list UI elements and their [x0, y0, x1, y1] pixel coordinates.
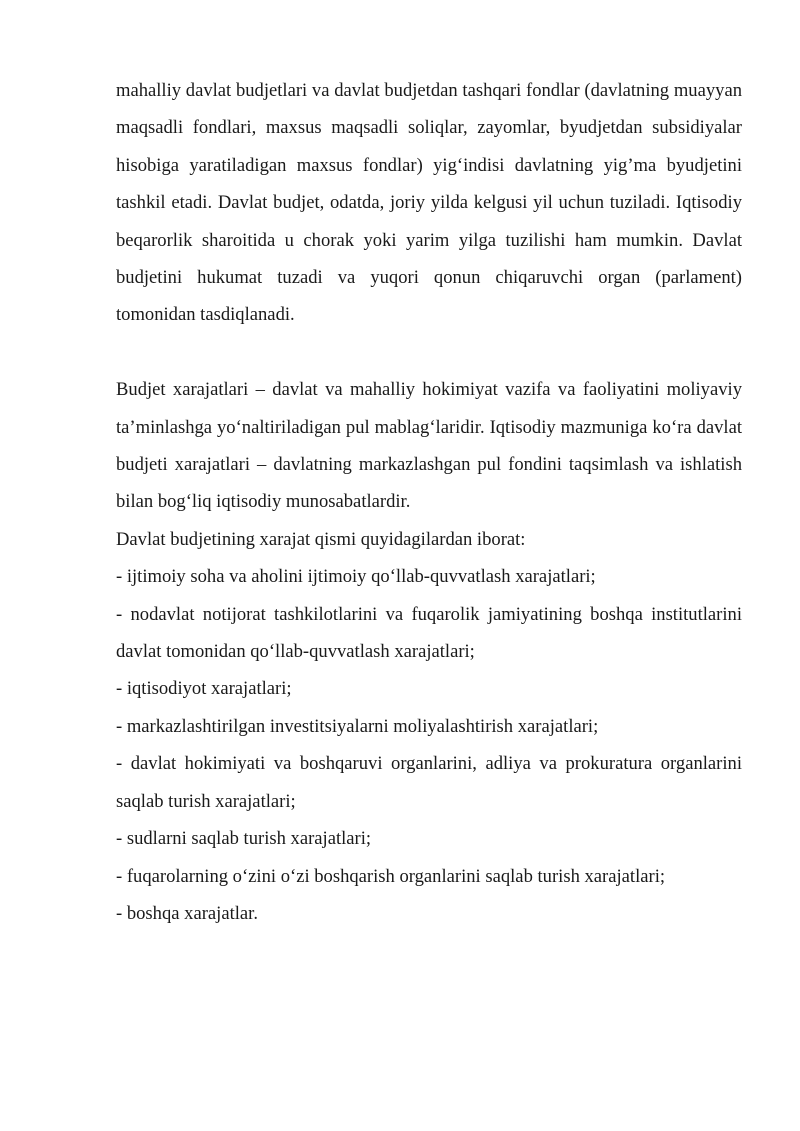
expense-list: [116, 558, 742, 932]
list-item: - davlat hokimiyati va boshqaruvi organlarini, adliya va prokuratura organlarini saqlab turish xarajatlari;: [116, 753, 742, 812]
list-item: - iqtisodiyot xarajatlari;: [116, 678, 292, 700]
paragraph-budget-expenses: Budjet xarajatlari – davlat va mahalliy hokimiyat vazifa va faoliyatini moliyaviy ta’minlashga yo‘naltiriladigan pul mablag‘laridir. Iqtisodiy mazmuniga ko‘ra davlat budjeti xarajatlari – davlatning markazlashgan pul fondini taqsimlash va ishlatish bilan bog‘liq iqtisodiy munosabatlardir.: [116, 379, 742, 513]
list-item: - boshqa xarajatlar.: [116, 902, 258, 924]
paragraph-spacer: [116, 334, 742, 371]
list-item: - ijtimoiy soha va aholini ijtimoiy qo‘llab-quvvatlash xarajatlari;: [116, 566, 596, 588]
list-item: - nodavlat notijorat tashkilotlarini va fuqarolik jamiyatining boshqa institutlarini davlat tomonidan qo‘llab-quvvatlash xarajatlari;: [116, 603, 742, 663]
list-item: - sudlarni saqlab turish xarajatlari;: [116, 828, 372, 850]
paragraph-budget-structure: mahalliy davlat budjetlari va davlat budjetdan tashqari fondlar (davlatning muayyan maqsadli fondlari, maxsus maqsadli soliqlar, zayomlar, byudjetdan subsidiyalar hisobiga yaratiladigan maxsus fondlar) yig‘indisi davlatning yig’ma byudjetini tashkil etadi. Davlat budjet, odatda, joriy yilda kelgusi yil uchun tuziladi. Iqtisodiy beqarorlik sharoitida u chorak yoki yarim yilga tuzilishi ham mumkin. Davlat budjetini hukumat tuzadi va yuqori qonun chiqaruvchi organ (parlament) tomonidan tasdiqlanadi.: [116, 80, 742, 326]
document-body: [116, 72, 742, 932]
list-item: - fuqarolarning o‘zini o‘zi boshqarish organlarini saqlab turish xarajatlari;: [116, 865, 666, 887]
expense-list-title: Davlat budjetining xarajat qismi quyidagilardan iborat:: [116, 528, 526, 550]
list-item: - markazlashtirilgan investitsiyalarni moliyalashtirish xarajatlari;: [116, 715, 599, 737]
